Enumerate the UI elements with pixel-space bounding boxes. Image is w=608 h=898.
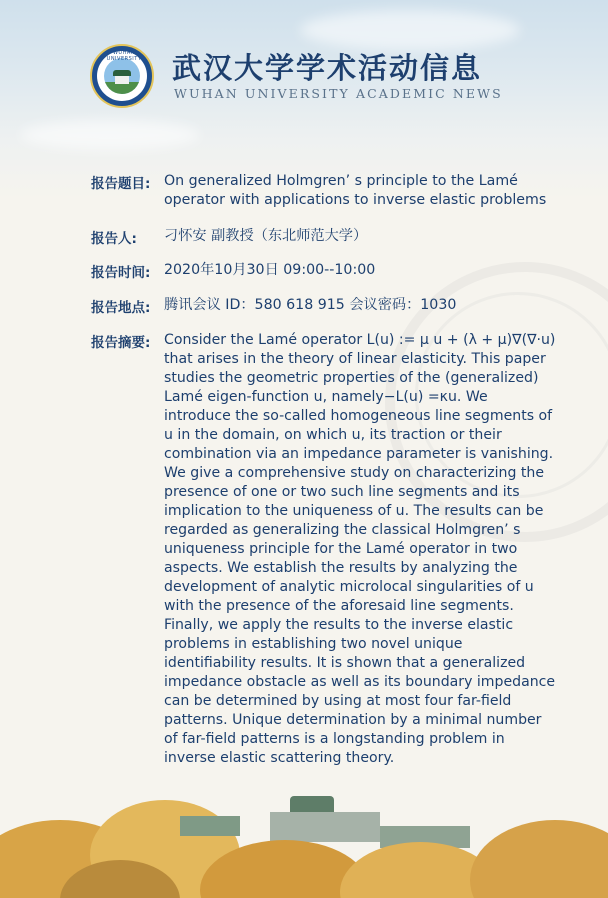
- campus-building: [180, 816, 240, 836]
- place-value: 腾讯会议 ID：580 618 915 会议密码：1030: [164, 297, 457, 313]
- page-title-cn: 武汉大学学术活动信息: [172, 51, 483, 85]
- university-logo: [90, 44, 154, 108]
- abstract-label: 报告摘要:: [91, 335, 151, 351]
- place-label: 报告地点:: [91, 300, 151, 316]
- logo-text: WUHAN UNIVERSITY: [106, 50, 142, 62]
- speaker-value: 刁怀安 副教授（东北师范大学）: [164, 228, 368, 244]
- time-label: 报告时间:: [91, 265, 151, 281]
- page-title-en: WUHAN UNIVERSITY ACADEMIC NEWS: [174, 86, 503, 101]
- abstract-value: Consider the Lamé operator L(u) := μ u + (λ + μ)∇(∇·u) that arises in the theory of linear elasticity. This paper studies the geometric properties of the (generalized) Lamé eigen-function u, namely−L(u) =κu. We introduce the so-called homogeneous line segments of u in the domain, on which u, its traction or their combination via an impedance parameter is vanishing. We give a comprehensive study on characterizing the presence of one or two such line segments and its implication to the uniqueness of u. The results can be regarded as generalizing the classical Holmgren’ s uniqueness principle for the Lamé operator in two aspects. We establish the results by analyzing the development of analytic microlocal singularities of u with the presence of the aforesaid line segments. Finally, we apply the results to the inverse elastic problems in establishing two novel unique identifiability results. It is shown that a generalized impedance obstacle as well as its boundary impedance can be determined by using at most four far-field patterns. Unique determination by a minimal number of far-field patterns is a longstanding problem in inverse elastic scattering theory.: [164, 332, 556, 766]
- logo-emblem: [104, 58, 140, 94]
- page-header: [90, 44, 560, 114]
- tree-foliage: [470, 820, 608, 898]
- speaker-label: 报告人:: [91, 231, 137, 247]
- title-value: On generalized Holmgren’ s principle to the Lamé operator with applications to inverse elastic problems: [164, 173, 547, 208]
- campus-building: [270, 812, 380, 842]
- logo-building: [115, 76, 129, 84]
- campus-building-roof: [290, 796, 334, 812]
- cloud-decoration: [20, 120, 200, 150]
- title-label: 报告题目:: [91, 176, 151, 192]
- time-value: 2020年10月30日 09:00--10:00: [164, 262, 376, 278]
- campus-illustration-footer: [0, 770, 608, 898]
